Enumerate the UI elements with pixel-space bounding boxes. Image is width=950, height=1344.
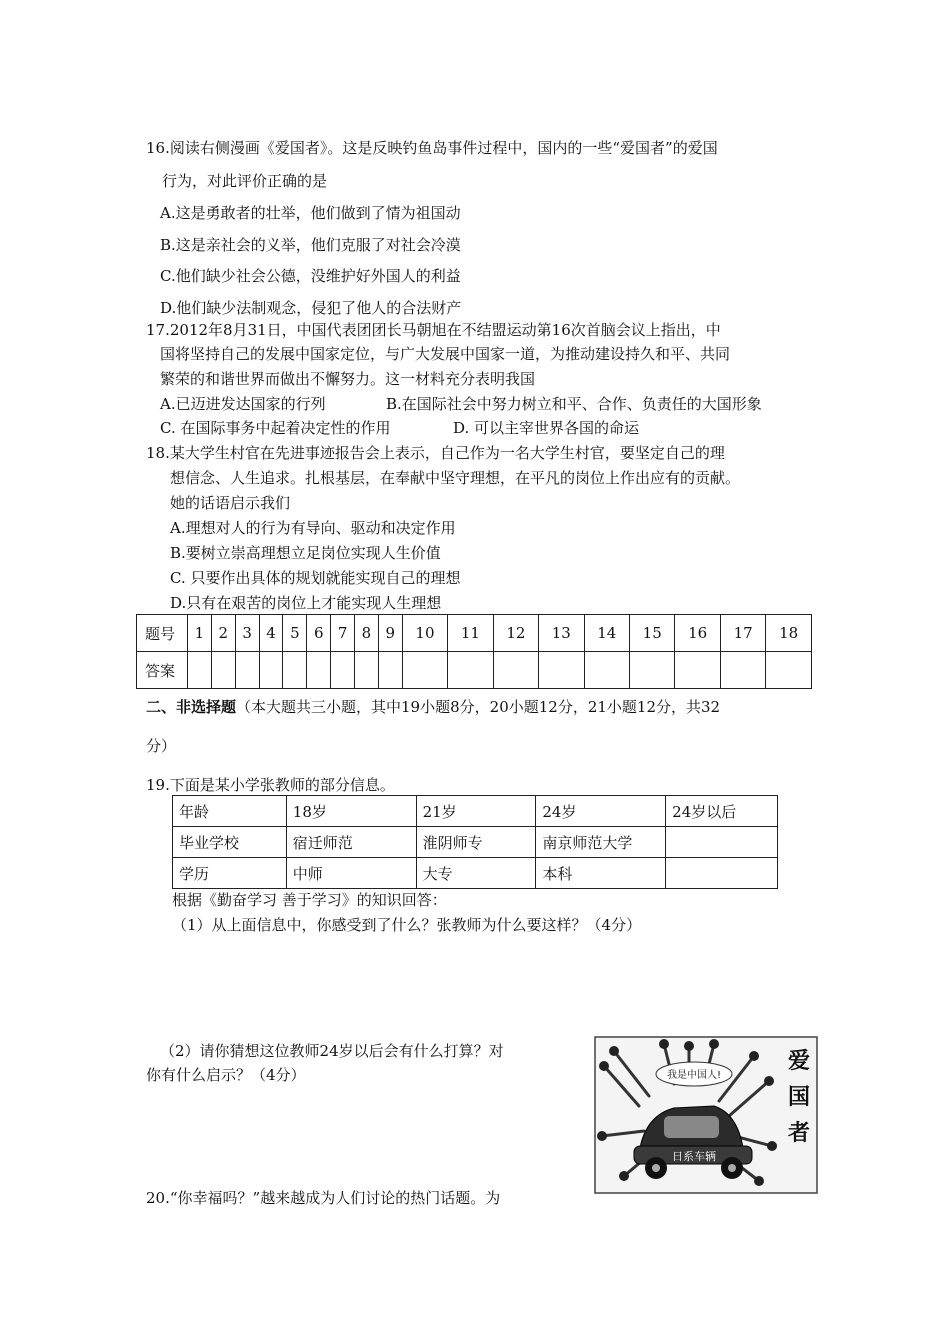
answer-table-number-cell: 16 [675,615,720,652]
q17-option-b: B.在国际社会中努力树立和平、合作、负责任的大国形象 [386,395,762,413]
answer-table-answer-cell[interactable] [675,652,720,689]
teacher-info-cell [666,827,778,858]
teacher-info-cell: 24岁以后 [666,796,778,827]
q17-option-a: A.已迈进发达国家的行列 [160,395,326,413]
teacher-info-cell: 中师 [286,858,416,889]
answer-table [136,614,812,689]
answer-table-answer-cell[interactable] [378,652,402,689]
q16-stem-line2: 行为，对此评价正确的是 [162,172,328,190]
q18-option-a: A.理想对人的行为有导向、驱动和决定作用 [170,519,456,537]
answer-table-number-cell: 17 [720,615,765,652]
q16-option-b: B.这是亲社会的义举，他们克服了对社会冷漠 [160,236,461,254]
section2-heading [146,697,720,717]
teacher-info-cell: 学历 [173,858,287,889]
answer-table-answer-cell[interactable] [584,652,629,689]
answer-table-number-cell: 4 [259,615,283,652]
answer-table-number-row [137,615,812,652]
teacher-info-cell: 淮阴师专 [416,827,536,858]
answer-table-answer-cell[interactable] [539,652,584,689]
q18-stem-line1: 18.某大学生村官在先进事迹报告会上表示，自己作为一名大学生村官，要坚定自己的理 [146,444,725,462]
q18-option-d: D.只有在艰苦的岗位上才能实现人生理想 [170,594,442,612]
q16-option-a: A.这是勇敢者的壮举，他们做到了情为祖国动 [160,204,461,222]
answer-table-number-cell: 5 [283,615,307,652]
q17-stem-line1: 17.2012年8月31日，中国代表团团长马朝旭在不结盟运动第16次首脑会议上指出，中 [146,321,721,339]
teacher-info-row [173,827,778,858]
answer-table-number-cell: 13 [539,615,584,652]
answer-table-number-cell: 1 [188,615,212,652]
q17-option-c: C. 在国际事务中起着决定性的作用 [160,419,391,437]
teacher-info-cell: 18岁 [286,796,416,827]
cartoon-title-char-2: 国 [787,1085,811,1110]
q17-option-d: D. 可以主宰世界各国的命运 [453,419,640,437]
answer-table-number-cell: 3 [235,615,259,652]
answer-table-answer-cell[interactable] [211,652,235,689]
answer-table-number-cell: 2 [211,615,235,652]
answer-table-answer-cell[interactable] [720,652,765,689]
teacher-info-cell: 年龄 [173,796,287,827]
teacher-info-cell: 24岁 [536,796,666,827]
cartoon-car-text: 日系车辆 [672,1150,716,1163]
answer-table-answer-cell[interactable] [259,652,283,689]
answer-table-number-cell: 18 [766,615,812,652]
answer-table-row2-label: 答案 [137,652,188,689]
section2-desc: （本大题共三小题，其中19小题8分，20小题12分，21小题12分，共32 [236,698,721,716]
patriot-cartoon-image [594,1036,818,1194]
answer-table-answer-cell[interactable] [307,652,331,689]
answer-table-answer-cell[interactable] [448,652,493,689]
cartoon-title-char-3: 者 [787,1121,811,1146]
answer-table-answer-cell[interactable] [402,652,447,689]
answer-table-answer-cell[interactable] [331,652,355,689]
teacher-info-cell: 21岁 [416,796,536,827]
answer-table-row1-label: 题号 [137,615,188,652]
q19-sub2-line1: （2）请你猜想这位教师24岁以后会有什么打算？对 [160,1042,504,1060]
answer-table-answer-cell[interactable] [630,652,675,689]
answer-table-number-cell: 11 [448,615,493,652]
answer-table-answer-cell[interactable] [493,652,538,689]
answer-table-number-cell: 14 [584,615,629,652]
teacher-info-cell: 大专 [416,858,536,889]
answer-table-answer-cell[interactable] [355,652,379,689]
answer-table-number-cell: 15 [630,615,675,652]
q17-stem-line2: 国将坚持自己的发展中国家定位，与广大发展中国家一道，为推动建设持久和平、共同 [160,345,731,363]
section2-desc-line2: 分） [146,737,177,755]
answer-table-answer-cell[interactable] [283,652,307,689]
q19-sub1: （1）从上面信息中，你感受到了什么？张教师为什么要这样？（4分） [172,916,642,934]
q16-option-c: C.他们缺少社会公德，没维护好外国人的利益 [160,267,461,285]
teacher-info-table [172,795,778,889]
q18-option-c: C. 只要作出具体的规划就能实现自己的理想 [170,569,461,587]
q18-stem-line3: 她的话语启示我们 [170,494,291,512]
q16-stem-line1: 16.阅读右侧漫画《爱国者》。这是反映钓鱼岛事件过程中，国内的一些“爱国者”的爱国 [146,139,718,157]
answer-table-number-cell: 6 [307,615,331,652]
answer-table-answer-cell[interactable] [188,652,212,689]
section2-title: 二、非选择题 [146,698,237,716]
answer-table-answer-row [137,652,812,689]
q17-stem-line3: 繁荣的和谐世界而做出不懈努力。这一材料充分表明我国 [160,370,536,388]
answer-table-number-cell: 10 [402,615,447,652]
teacher-info-cell: 本科 [536,858,666,889]
cartoon-drawing [594,1036,818,1194]
answer-table-answer-cell[interactable] [766,652,812,689]
answer-table-number-cell: 12 [493,615,538,652]
q19-prompt: 根据《勤奋学习 善于学习》的知识回答： [172,891,447,909]
q20-stem: 20.“你幸福吗？”越来越成为人们讨论的热门话题。为 [146,1189,501,1207]
q18-option-b: B.要树立崇高理想立足岗位实现人生价值 [170,544,441,562]
teacher-info-row [173,796,778,827]
cartoon-title-char-1: 爱 [787,1049,811,1074]
q19-stem: 19.下面是某小学张教师的部分信息。 [146,776,395,794]
q16-option-d: D.他们缺少法制观念，侵犯了他人的合法财产 [160,299,462,317]
teacher-info-cell [666,858,778,889]
teacher-info-cell: 南京师范大学 [536,827,666,858]
answer-table-number-cell: 7 [331,615,355,652]
cartoon-bubble-text: 我是中国人! [666,1070,722,1081]
q19-sub2-line2: 你有什么启示？（4分） [146,1066,306,1084]
answer-table-number-cell: 8 [355,615,379,652]
teacher-info-cell: 宿迁师范 [286,827,416,858]
answer-table-number-cell: 9 [378,615,402,652]
teacher-info-cell: 毕业学校 [173,827,287,858]
q18-stem-line2: 想信念、人生追求。扎根基层，在奉献中坚守理想，在平凡的岗位上作出应有的贡献。 [170,469,741,487]
answer-table-answer-cell[interactable] [235,652,259,689]
teacher-info-row [173,858,778,889]
